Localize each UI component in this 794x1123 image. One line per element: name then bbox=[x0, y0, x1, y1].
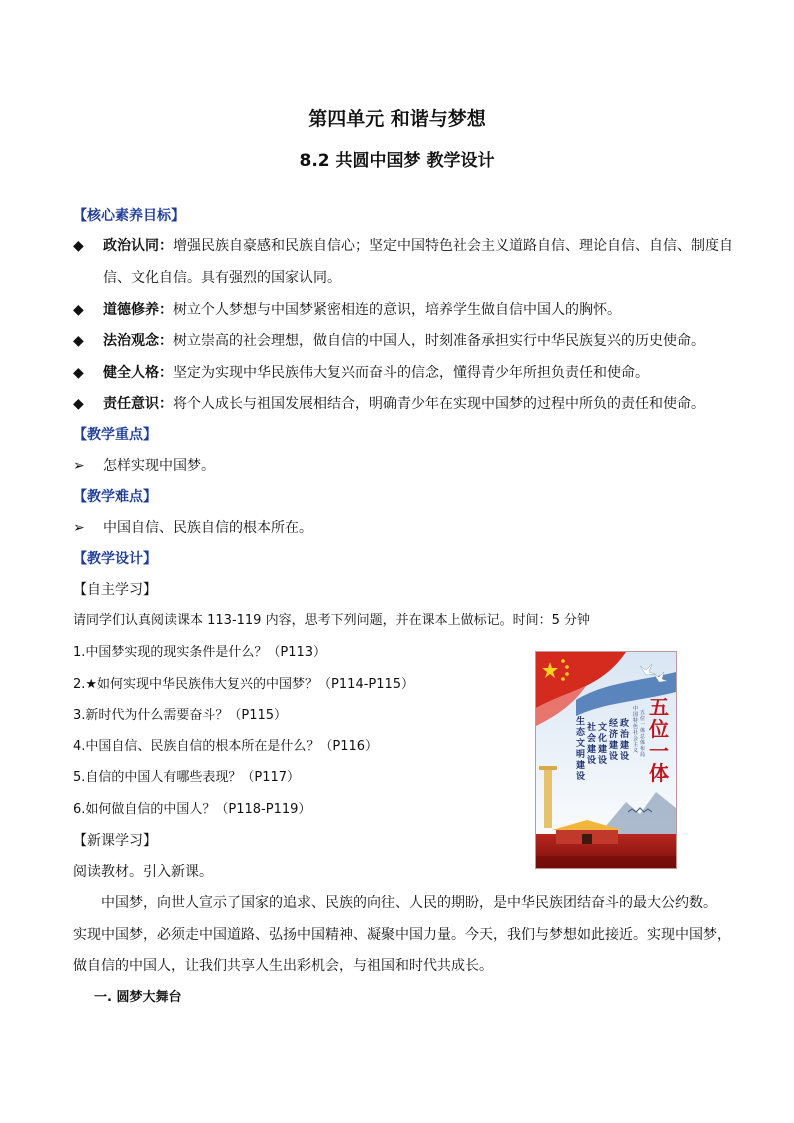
section-heading: 一. 圆梦大舞台 bbox=[94, 990, 182, 1005]
svg-text:五位一体: 五位一体 bbox=[649, 695, 669, 785]
lesson-intro: 阅读教材。引入新课。 bbox=[73, 864, 213, 880]
core-item-personality: ◆ 健全人格：坚定为实现中华民族伟大复兴而奋斗的信念，懂得青少年所担负责任和使命。 bbox=[73, 365, 649, 381]
poster-col-text: 社会建设 bbox=[587, 723, 597, 766]
key-point-heading: 【教学重点】 bbox=[73, 427, 157, 443]
poster-col-text: 政治建设 bbox=[620, 719, 630, 762]
design-heading: 【教学设计】 bbox=[73, 551, 157, 567]
poster-col-text: 文化建设 bbox=[598, 723, 608, 766]
lesson-paragraph-line: 做自信的中国人，让我们共享人生出彩机会，与祖国和时代共成长。 bbox=[73, 958, 493, 974]
poster-col-text: 经济建设 bbox=[609, 719, 619, 762]
huabiao-pillar bbox=[544, 770, 552, 828]
poster-vertical-caption: 中国特色社会主义 五位一体总体布局 bbox=[633, 706, 646, 758]
difficulty-heading: 【教学难点】 bbox=[73, 489, 157, 505]
core-item-morality: ◆ 道德修养：树立个人梦想与中国梦紧密相连的意识，培养学生做自信中国人的胸怀。 bbox=[73, 302, 621, 318]
difficulty-item: ➢ 中国自信、民族自信的根本所在。 bbox=[73, 520, 313, 536]
question-item: 2.★如何实现中华民族伟大复兴的中国梦？（P114-P115） bbox=[73, 677, 415, 692]
key-point-item: ➢ 怎样实现中国梦。 bbox=[73, 458, 215, 474]
poster-graphic bbox=[536, 652, 676, 868]
question-item: 5.自信的中国人有哪些表现？（P117） bbox=[73, 770, 301, 785]
lesson-title: 8.2 共圆中国梦 教学设计 bbox=[299, 151, 495, 171]
poster-col-text: 生态文明建设 bbox=[576, 717, 586, 782]
core-item-responsibility: ◆ 责任意识：将个人成长与祖国发展相结合，明确青少年在实现中国梦的过程中所负的责任和使命。 bbox=[73, 396, 705, 412]
core-item-politics: ◆ 政治认同：增强民族自豪感和民族自信心；坚定中国特色社会主义道路自信、理论自信、自信、制度自 bbox=[73, 238, 733, 254]
self-study-heading: 【自主学习】 bbox=[73, 582, 157, 598]
core-item-politics-cont: 信、文化自信。具有强烈的国家认同。 bbox=[103, 270, 341, 286]
question-item: 4.中国自信、民族自信的根本所在是什么？（P116） bbox=[73, 739, 379, 754]
lesson-paragraph-line: 中国梦，向世人宣示了国家的追求、民族的向往、人民的期盼，是中华民族团结奋斗的最大公约数。 bbox=[101, 895, 717, 911]
self-study-instruction: 请同学们认真阅读课本 113-119 内容，思考下列问题，并在课本上做标记。时间：5 分钟 bbox=[73, 613, 590, 628]
core-item-law: ◆ 法治观念：树立崇高的社会理想，做自信的中国人，时刻准备承担实行中华民族复兴的历史使命。 bbox=[73, 333, 705, 349]
question-item: 6.如何做自信的中国人？（P118-P119） bbox=[73, 802, 312, 817]
core-heading: 【核心素养目标】 bbox=[73, 208, 185, 224]
five-in-one-poster bbox=[535, 651, 677, 869]
new-lesson-heading: 【新课学习】 bbox=[73, 833, 157, 849]
question-item: 1.中国梦实现的现实条件是什么？（P113） bbox=[73, 645, 327, 660]
question-item: 3.新时代为什么需要奋斗？（P115） bbox=[73, 708, 288, 723]
poster-big-title bbox=[649, 695, 669, 785]
unit-title: 第四单元 和谐与梦想 bbox=[308, 108, 486, 130]
lesson-paragraph-line: 实现中国梦，必须走中国道路、弘扬中国精神、凝聚中国力量。今天，我们与梦想如此接近。实现中国梦， bbox=[73, 927, 731, 943]
